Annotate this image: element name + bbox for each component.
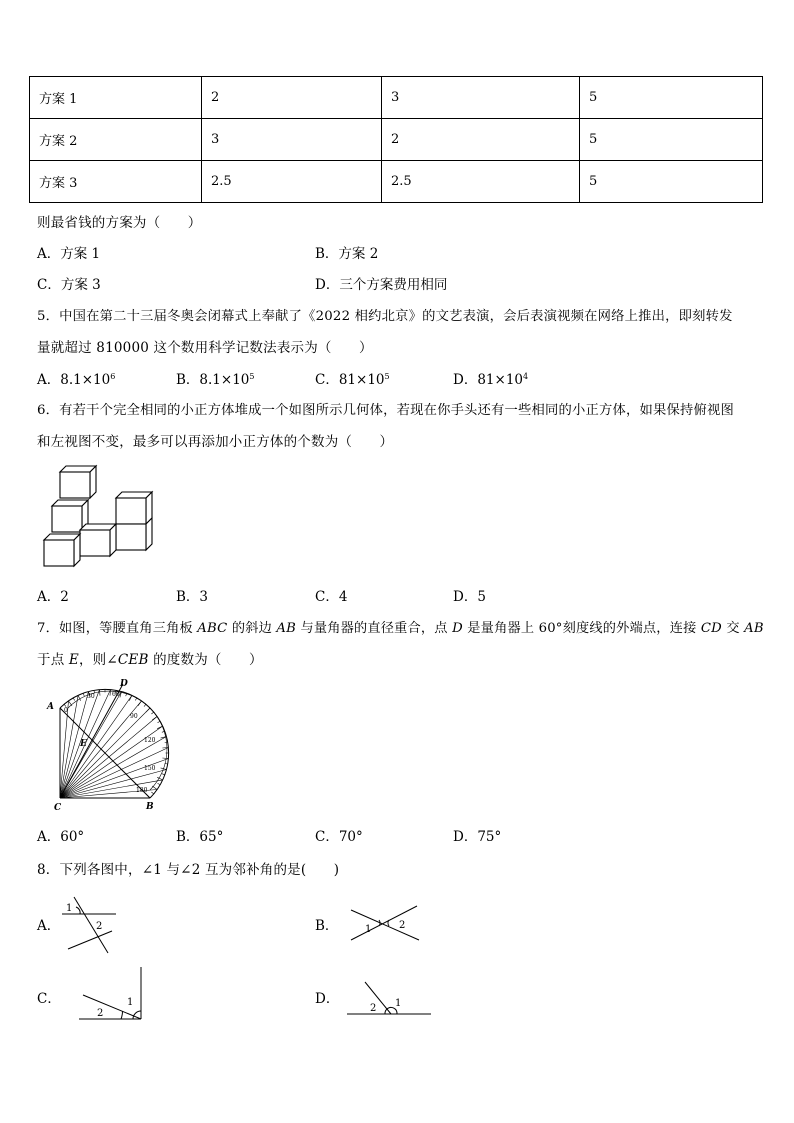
stem-variable: E — [68, 652, 79, 668]
protractor-tick — [162, 758, 168, 759]
scale-label: 180 — [136, 787, 148, 794]
table-cell: 5 — [580, 77, 763, 119]
table-row — [30, 119, 763, 161]
protractor-ray — [60, 748, 168, 799]
stem-text: 交 — [726, 621, 740, 636]
protractor-tick — [152, 717, 157, 721]
protractor-tick — [151, 792, 153, 794]
protractor-tick — [158, 721, 161, 723]
scale-label: 150 — [144, 765, 156, 772]
q8-option-b-label: B． — [315, 918, 339, 934]
table-cell: 方案 3 — [30, 161, 202, 203]
stem-variable: AB — [276, 621, 297, 636]
option-base: A．8.1×10 — [37, 372, 111, 388]
scale-label: 30 — [87, 693, 95, 700]
q4-option-c: C．方案 3 — [37, 277, 101, 293]
protractor-tick — [151, 712, 153, 714]
table-cell: 方案 2 — [30, 119, 202, 161]
stem-text: 是量角器上 60°刻度线的外端点，连接 — [467, 621, 697, 636]
protractor-triangle-figure — [40, 672, 180, 812]
stem-variable: D — [452, 621, 463, 636]
q7-option-c: C．70° — [315, 829, 363, 845]
table-row — [30, 161, 763, 203]
stem-text: 与量角器的直径重合，点 — [300, 621, 448, 636]
table-cell: 3 — [382, 77, 580, 119]
angle-label-2: 2 — [370, 1003, 377, 1014]
angle-label-2: 2 — [97, 1008, 104, 1019]
option-base: D．81×10 — [453, 372, 523, 388]
q4-option-d: D．三个方案费用相同 — [315, 277, 448, 293]
q8-option-d-label: D． — [315, 991, 340, 1007]
stem-text: ，则∠ — [78, 652, 118, 668]
protractor-ray — [60, 770, 166, 799]
protractor-tick — [73, 698, 75, 701]
q4-option-a: A．方案 1 — [37, 246, 101, 262]
plan-table — [29, 76, 763, 203]
q4-question-tail: 则最省钱的方案为（ ） — [37, 215, 202, 231]
protractor-tick — [83, 693, 84, 696]
table-cell: 2.5 — [382, 161, 580, 203]
q7-option-d: D．75° — [453, 829, 502, 845]
option-exponent: 5 — [249, 372, 255, 381]
q6-option-d: D．5 — [453, 589, 486, 605]
stem-variable: AB — [744, 621, 764, 636]
option-base: C．81×10 — [315, 372, 385, 388]
angle-label-2: 2 — [96, 921, 103, 932]
point-label-c: C — [54, 803, 62, 812]
protractor-tick — [100, 690, 101, 696]
protractor-tick — [138, 701, 142, 706]
stem-text: 的度数为（ ） — [153, 652, 263, 668]
point-label-e: E — [80, 739, 87, 749]
q4-option-b: B．方案 2 — [315, 246, 379, 262]
q7-stem-line2 — [37, 648, 263, 668]
table-cell: 2.5 — [202, 161, 382, 203]
angle-label-1: 1 — [395, 998, 402, 1009]
table-cell: 2 — [382, 119, 580, 161]
q5-option-d — [453, 368, 528, 388]
cube-stack-figure — [38, 460, 158, 572]
stem-text: 7．如图，等腰直角三角板 — [37, 621, 193, 636]
angle-label-1: 1 — [127, 997, 134, 1008]
point-label-a: A — [47, 702, 54, 712]
protractor-tick — [144, 704, 146, 706]
point-label-b: B — [146, 802, 154, 812]
q6-option-a: A．2 — [37, 589, 69, 605]
q6-option-b: B．3 — [176, 589, 209, 605]
q8-figure-b — [345, 900, 425, 946]
scale-label: 60 — [112, 691, 120, 698]
q5-stem-line1: 5．中国在第二十三届冬奥会闭幕式上奉献了《2022 相约北京》的文艺表演，会后表演视频在网络上推出，即刻转发 — [37, 309, 733, 324]
q6-stem-line2: 和左视图不变，最多可以再添加小正方体的个数为（ ） — [37, 434, 394, 450]
table-cell: 2 — [202, 77, 382, 119]
table-cell: 5 — [580, 161, 763, 203]
angle-label-1: 1 — [66, 903, 73, 914]
table-row — [30, 77, 763, 119]
table-cell: 方案 1 — [30, 77, 202, 119]
q5-stem-line2: 量就超过 810000 这个数用科学记数法表示为（ ） — [37, 340, 373, 356]
q8-figure-a — [60, 893, 120, 955]
q7-option-a: A．60° — [37, 829, 85, 845]
q5-option-b — [176, 368, 254, 388]
angle-label-1: 1 — [365, 924, 372, 935]
protractor-tick — [162, 774, 165, 775]
stem-text: 于点 — [37, 652, 65, 668]
table-cell: 5 — [580, 119, 763, 161]
point-label-d: D — [120, 679, 128, 689]
stem-variable: CD — [700, 621, 722, 636]
q5-option-c — [315, 368, 390, 388]
protractor-tick — [165, 742, 168, 743]
scale-label: 0 — [64, 707, 68, 714]
protractor-tick — [135, 698, 137, 701]
q8-option-c-label: C． — [37, 991, 61, 1007]
option-base: B．8.1×10 — [176, 372, 250, 388]
q6-stem-line1: 6．有若干个完全相同的小正方体堆成一个如图所示几何体，若现在你手头还有一些相同的小正方体，如果保持俯视图 — [37, 403, 734, 418]
q8-stem: 8．下列各图中，∠1 与∠2 互为邻补角的是( ) — [37, 862, 340, 878]
stem-text: 的斜边 — [231, 621, 272, 636]
option-exponent: 6 — [110, 372, 116, 381]
scale-label: 120 — [144, 737, 156, 744]
protractor-tick — [158, 783, 161, 785]
q8-figure-d — [345, 978, 435, 1020]
stem-variable: ABC — [197, 621, 228, 636]
protractor-ray — [60, 701, 69, 798]
protractor-tick — [146, 708, 150, 712]
protractor-tick — [69, 701, 73, 706]
q8-option-a-label: A． — [37, 918, 61, 934]
q5-option-a — [37, 368, 115, 388]
protractor-tick — [146, 794, 150, 798]
q7-stem-line1 — [37, 617, 764, 636]
q8-figure-c — [75, 965, 149, 1023]
q7-option-b: B．65° — [176, 829, 224, 845]
stem-variable: CEB — [117, 652, 149, 668]
protractor-tick — [152, 786, 157, 790]
q6-option-c: C．4 — [315, 589, 348, 605]
scale-label: 90 — [130, 713, 138, 720]
option-exponent: 5 — [384, 372, 390, 381]
angle-label-2: 2 — [399, 920, 406, 931]
table-cell: 3 — [202, 119, 382, 161]
protractor-scale — [64, 691, 156, 794]
option-exponent: 4 — [523, 372, 529, 381]
